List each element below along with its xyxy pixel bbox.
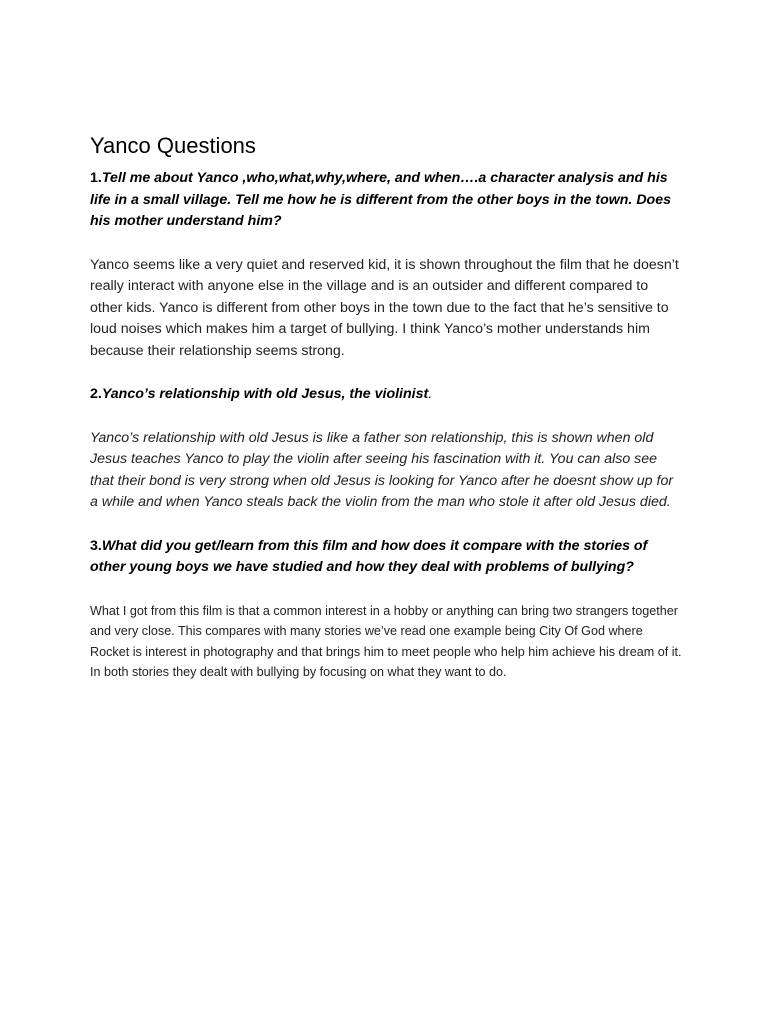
question-3-text: What did you get/learn from this film and how does it compare with the stories of other young boys we have studied and how they deal with problems of bullying? — [90, 537, 648, 575]
question-1-text: Tell me about Yanco ,who,what,why,where, and when….a character analysis and his life in a small village. Tell me how he is different from the other boys in the town. Does his mother understand him? — [90, 170, 672, 229]
question-3 — [90, 536, 682, 579]
question-2-text: Yanco’s relationship with old Jesus, the violinist — [101, 386, 429, 402]
answer-2: Yanco’s relationship with old Jesus is like a father son relationship, this is shown when old Jesus teaches Yanco to play the violin after seeing his fascination with it. You can also see that their bond is very strong when old Jesus is looking for Yanco after he doesnt show up for a while and when Yanco steals back the violin from the man who stole it after old Jesus died. — [90, 429, 674, 510]
answer-1: Yanco seems like a very quiet and reserved kid, it is shown throughout the film that he doesn’t really interact with anyone else in the village and is an outsider and different compared to other kids. Yanco is different from other boys in the town due to the fact that he’s sensitive to loud noises which makes him a target of bullying. I think Yanco’s mother understands him because their relationship seems strong. — [90, 256, 679, 359]
question-3-number: 3. — [90, 537, 102, 554]
question-2-trailing-period: . — [428, 386, 433, 402]
page-title: Yanco Questions — [90, 133, 256, 158]
document-page — [90, 132, 682, 683]
question-2 — [90, 384, 682, 406]
answer-3: What I got from this film is that a common interest in a hobby or anything can bring two strangers together and very close. This compares with many stories we’ve read one example being City Of God where Rocket is interest in photography and that brings him to meet people who help him achieve his dream of it. In both stories they dealt with bullying by focusing on what they want to do. — [90, 603, 682, 679]
question-1 — [90, 168, 682, 233]
question-2-number: 2. — [90, 386, 102, 402]
question-1-number: 1. — [90, 170, 102, 186]
